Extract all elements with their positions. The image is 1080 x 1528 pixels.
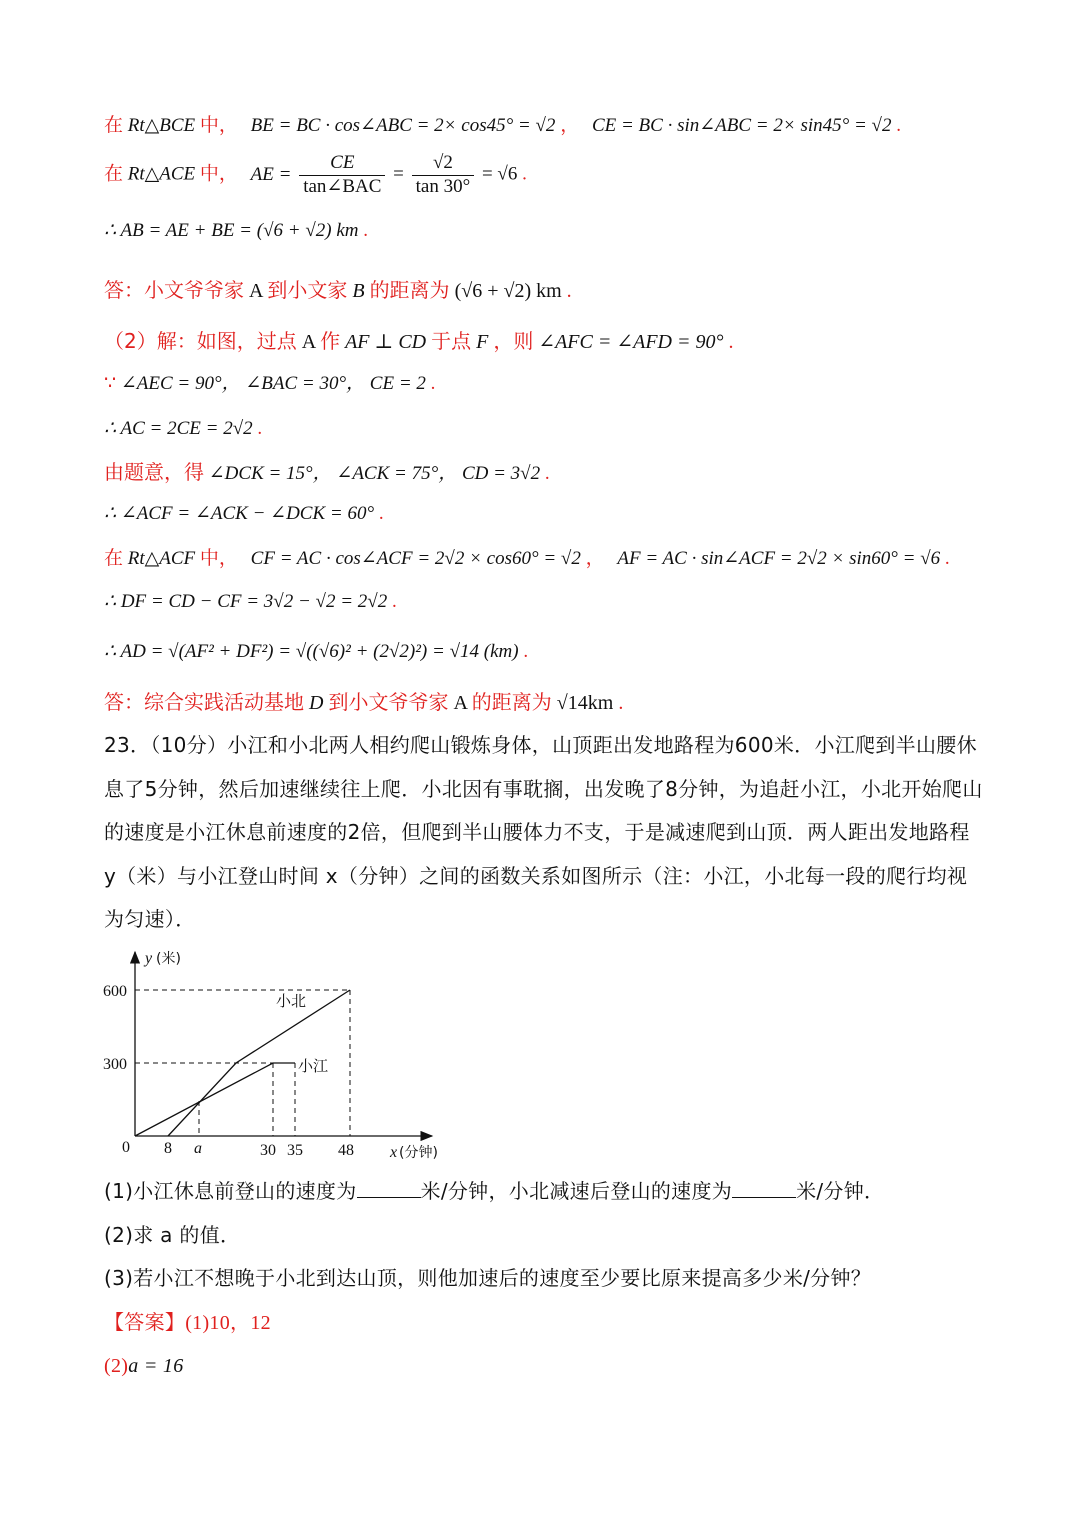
equation-af: AF = AC · sin∠ACF = 2√2 × sin60° = √6 <box>617 548 941 569</box>
acf-eq: ∴ ∠ACF = ∠ACK − ∠DCK = 60° <box>104 503 375 524</box>
answer-tail: 的距离为 <box>471 690 552 714</box>
period: . <box>566 280 572 302</box>
because-symbol: ∵ <box>104 373 117 394</box>
period: . <box>391 591 397 612</box>
condition-label: 由题意，得 <box>104 460 204 484</box>
solution-line-ace: 在 Rt△ACE 中， AE = $\frac{CE}{\text{tan∠BAC}}$ = $\frac{√2}{\tan 30^\circ}$ = √6 . <box>104 152 527 197</box>
point-b: B <box>352 280 365 302</box>
answer-label: 【答案】 <box>104 1310 186 1334</box>
perpendicular-eq: AF ⊥ CD <box>345 331 427 353</box>
point-a: A <box>453 692 467 714</box>
period: . <box>523 641 529 662</box>
function-graph <box>95 940 465 1170</box>
text-mid: 中， <box>199 547 238 569</box>
text-prefix: 在 <box>104 162 124 185</box>
point-f: F <box>476 331 489 353</box>
answer-2-label: (2) <box>104 1355 129 1377</box>
tick-600: 600 <box>103 983 127 1000</box>
series-xiaojiang <box>135 1063 295 1136</box>
svg-text:(米): (米) <box>156 951 181 967</box>
text-prefix: 在 <box>104 547 124 569</box>
period: . <box>544 463 550 484</box>
point-a: A <box>249 280 263 302</box>
ad-eq: ∴ AD = √(AF² + DF²) = √((√6)² + (2√2)²) = √14 (km) <box>104 641 519 662</box>
answer-label: 答：综合实践活动基地 <box>104 690 304 714</box>
period: . <box>896 115 901 136</box>
label-xiaobei: 小北 <box>276 992 307 1010</box>
tick-0: 0 <box>122 1139 130 1156</box>
question-3: (3)若小江不想晚于小北到达山顶，则他加速后的速度至少要比原来提高多少米/分钟？ <box>104 1266 872 1290</box>
separator: ， <box>560 115 580 136</box>
fraction-ce-tan <box>299 152 385 199</box>
tick-a: a <box>194 1140 202 1157</box>
numerator: √2 <box>412 152 475 176</box>
solution-line-ab <box>104 220 368 243</box>
triangle-label: Rt△BCE <box>127 115 196 136</box>
tick-8: 8 <box>164 1140 172 1157</box>
equation-be: BE = BC · cos∠ABC = 2× cos45° = √2 <box>250 115 556 136</box>
numerator: CE <box>299 152 385 176</box>
answer-label: 答：小文爷爷家 <box>104 278 244 302</box>
answer-blank-1[interactable] <box>357 1179 421 1198</box>
answer-block <box>104 1301 984 1346</box>
period: . <box>522 163 527 185</box>
period: . <box>618 692 624 714</box>
equation-rhs: = √6 <box>481 163 518 185</box>
answer-mid: 到小文爷爷家 <box>328 690 449 714</box>
denominator: tan∠BAC <box>303 175 382 197</box>
period: . <box>363 220 368 241</box>
text-mid: 作 <box>320 329 341 353</box>
df-line <box>104 591 397 614</box>
text-mid: 中， <box>199 162 238 185</box>
answer-2-value: a = 16 <box>128 1355 184 1377</box>
text-prefix: 在 <box>104 114 124 136</box>
q1-text-c: 米/分钟． <box>796 1179 885 1203</box>
label-xiaojiang: 小江 <box>298 1057 329 1075</box>
question-2: (2)求 a 的值． <box>104 1223 241 1247</box>
tick-300: 300 <box>103 1056 127 1073</box>
answer-value: √14km <box>556 692 614 714</box>
part2-label: （2）解：如图，过点 <box>104 329 297 353</box>
q1-text-a: (1)小江休息前登山的速度为 <box>104 1179 357 1203</box>
point-d: D <box>309 692 324 714</box>
svg-text:(分钟): (分钟) <box>399 1145 438 1161</box>
triangle-label: Rt△ACE <box>127 163 196 185</box>
part2-line <box>104 329 733 354</box>
text-mid3: ，则 <box>493 329 534 353</box>
equation-ce: CE = BC · sin∠ABC = 2× sin45° = √2 <box>591 115 892 136</box>
question-1 <box>104 1170 984 1214</box>
x-axis-label-x: x <box>390 1144 398 1161</box>
solution-line-acf <box>104 547 950 571</box>
ad-line <box>104 641 528 664</box>
problem-statement: 23．（10分）小江和小北两人相约爬山锻炼身体，山顶距出发地路程为600米．小江爬到半山腰休息了5分钟，然后加速继续往上爬．小北因有事耽搁，出发晚了8分钟，为追赶小江，小北开始爬山的速度是小江休息前速度的2倍，但爬到半山腰体力不支，于是减速爬到山顶．两人距出发地路程 y（米）与小江登山时间 x（分钟）之间的函数关系如图所示（注：小江，小北每一段的爬行均视为匀速）． <box>104 733 983 931</box>
triangle-label: Rt△ACF <box>127 548 196 569</box>
equation-ab: ∴ AB = AE + BE = (√6 + √2) km <box>104 220 359 241</box>
solution-line-bce <box>104 114 901 138</box>
equation-cf: CF = AC · cos∠ACF = 2√2 × cos60° = √2 <box>250 548 581 569</box>
text-mid: 中， <box>199 114 238 136</box>
tick-30: 30 <box>260 1142 276 1159</box>
angle-eq: ∠AFC = ∠AFD = 90° <box>538 331 724 353</box>
period: . <box>728 331 734 353</box>
denominator: tan 30° <box>415 175 471 197</box>
period: . <box>430 373 436 394</box>
answer-value: (√6 + √2) km <box>454 280 562 302</box>
answer-line-1 <box>104 278 572 303</box>
condition-line <box>104 460 550 486</box>
tick-35: 35 <box>287 1142 303 1159</box>
q1-text-b: 米/分钟，小北减速后登山的速度为 <box>420 1179 733 1203</box>
text-mid2: 于点 <box>431 329 472 353</box>
point-a: A <box>301 331 316 353</box>
df-eq: ∴ DF = CD − CF = 3√2 − √2 = 2√2 <box>104 591 388 612</box>
fraction-root2-tan30 <box>412 152 475 199</box>
answer-2 <box>104 1345 984 1389</box>
period: . <box>944 548 950 569</box>
tick-48: 48 <box>338 1142 354 1159</box>
given-line <box>104 373 435 396</box>
answer-mid: 到小文家 <box>267 278 348 302</box>
answer-line-2 <box>104 690 623 715</box>
period: . <box>257 418 263 439</box>
condition-eq: ∠DCK = 15°， ∠ACK = 75°， CD = 3√2 <box>208 463 541 484</box>
answer-1: (1)10，12 <box>185 1312 271 1334</box>
given-eq: ∠AEC = 90°， ∠BAC = 30°， CE = 2 <box>120 373 426 394</box>
equation-lhs: AE = <box>250 163 292 185</box>
answer-tail: 的距离为 <box>369 278 450 302</box>
y-axis-label-y: y <box>145 950 153 967</box>
separator: ， <box>585 548 605 569</box>
acf-line <box>104 503 384 526</box>
ac-eq: ∴ AC = 2CE = 2√2 <box>104 418 253 439</box>
answer-blank-2[interactable] <box>732 1179 796 1198</box>
period: . <box>378 503 384 524</box>
ac-line <box>104 418 262 441</box>
